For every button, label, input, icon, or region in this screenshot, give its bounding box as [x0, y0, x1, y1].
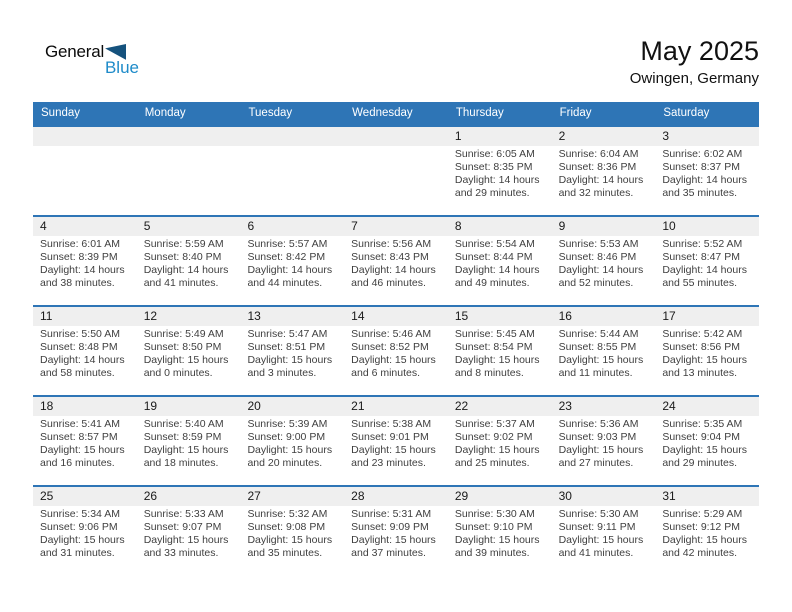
day-info-cell	[448, 506, 552, 560]
day-number: 12	[143, 309, 158, 323]
info-line: and 29 minutes.	[454, 187, 530, 199]
day-info-band	[33, 236, 759, 290]
info-line: Daylight: 14 hours	[454, 174, 540, 186]
day-number: 24	[662, 399, 676, 413]
info-line: Sunrise: 5:44 AM	[558, 328, 639, 340]
info-line: Daylight: 15 hours	[662, 444, 747, 456]
day-number: 13	[247, 309, 261, 323]
day-number: 19	[143, 399, 158, 413]
info-line: and 25 minutes.	[454, 457, 530, 469]
info-line: Sunset: 9:12 PM	[662, 521, 740, 533]
day-info-cell	[344, 506, 448, 560]
info-line: and 16 minutes.	[40, 457, 115, 469]
day-info-cell	[448, 416, 552, 470]
info-line: and 55 minutes.	[662, 277, 738, 289]
info-line: Daylight: 15 hours	[247, 534, 333, 546]
day-number: 15	[454, 309, 469, 323]
day-info-cell	[137, 416, 241, 470]
day-number: 26	[143, 489, 158, 503]
info-line: and 20 minutes.	[247, 457, 323, 469]
info-line: Sunrise: 5:40 AM	[143, 418, 224, 430]
info-line: Sunset: 8:59 PM	[143, 431, 222, 443]
day-number-band	[33, 307, 759, 326]
day-info-cell	[33, 416, 137, 470]
day-number: 31	[662, 489, 676, 503]
info-line: Daylight: 15 hours	[558, 534, 644, 546]
day-number: 8	[454, 219, 462, 233]
info-line: Sunrise: 5:42 AM	[662, 328, 743, 340]
info-line: Sunrise: 5:45 AM	[454, 328, 535, 340]
day-info-cell	[655, 506, 759, 560]
info-line: Sunrise: 5:35 AM	[662, 418, 743, 430]
info-line: Sunrise: 5:41 AM	[40, 418, 120, 430]
info-line: Sunrise: 6:05 AM	[454, 148, 535, 160]
logo-line1	[45, 42, 140, 62]
day-number: 6	[247, 219, 255, 233]
day-info-cell	[552, 416, 656, 470]
weeks	[33, 125, 759, 575]
info-line: Sunrise: 5:39 AM	[247, 418, 328, 430]
info-line: and 35 minutes.	[662, 187, 738, 199]
day-info-cell	[137, 506, 241, 560]
day-number: 16	[558, 309, 572, 323]
title-block	[630, 36, 759, 87]
info-line: and 38 minutes.	[40, 277, 115, 289]
day-number: 29	[454, 489, 469, 503]
info-line: Sunset: 9:07 PM	[143, 521, 222, 533]
info-line: Daylight: 15 hours	[143, 354, 229, 366]
info-line: Sunset: 8:35 PM	[454, 161, 533, 173]
info-line: Sunset: 9:08 PM	[247, 521, 326, 533]
day-number: 23	[558, 399, 572, 413]
info-line: and 33 minutes.	[143, 547, 219, 559]
empty-day-cell	[33, 127, 137, 146]
info-line: Daylight: 14 hours	[558, 174, 644, 186]
info-line: Sunrise: 6:01 AM	[40, 238, 120, 250]
info-line: Sunrise: 5:47 AM	[247, 328, 328, 340]
info-line: Sunset: 9:02 PM	[454, 431, 533, 443]
info-line: Sunrise: 5:30 AM	[558, 508, 639, 520]
info-line: Sunset: 9:10 PM	[454, 521, 533, 533]
info-line: Daylight: 14 hours	[351, 264, 436, 276]
month-title: May 2025	[640, 36, 759, 66]
week-row	[33, 485, 759, 575]
page-header	[33, 36, 759, 102]
empty-info-cell	[137, 146, 241, 200]
info-line: and 39 minutes.	[454, 547, 530, 559]
info-line: Sunrise: 5:36 AM	[558, 418, 639, 430]
info-line: and 32 minutes.	[558, 187, 634, 199]
day-number: 27	[247, 489, 261, 503]
logo-text-blue: Blue	[104, 58, 139, 77]
info-line: Daylight: 14 hours	[662, 264, 747, 276]
info-line: and 58 minutes.	[40, 367, 115, 379]
info-line: Sunset: 9:06 PM	[40, 521, 118, 533]
info-line: and 27 minutes.	[558, 457, 634, 469]
info-line: and 35 minutes.	[247, 547, 323, 559]
day-number-band	[33, 217, 759, 236]
info-line: Sunrise: 6:02 AM	[662, 148, 743, 160]
info-line: Daylight: 15 hours	[558, 444, 644, 456]
info-line: Daylight: 15 hours	[40, 534, 125, 546]
day-number: 10	[662, 219, 676, 233]
empty-day-cell	[240, 127, 344, 146]
info-line: Sunrise: 5:56 AM	[351, 238, 432, 250]
day-info-cell	[240, 326, 344, 380]
info-line: Daylight: 14 hours	[143, 264, 229, 276]
info-line: Sunrise: 5:29 AM	[662, 508, 743, 520]
empty-info-cell	[33, 146, 137, 200]
info-line: and 13 minutes.	[662, 367, 738, 379]
day-info-cell	[137, 236, 241, 290]
weekday-header-saturday: Saturday	[663, 107, 710, 119]
info-line: and 31 minutes.	[40, 547, 115, 559]
day-number-band	[33, 127, 759, 146]
week-row	[33, 305, 759, 395]
location-subtitle: Owingen, Germany	[629, 70, 759, 87]
info-line: and 41 minutes.	[143, 277, 219, 289]
info-line: Daylight: 15 hours	[454, 444, 540, 456]
info-line: and 6 minutes.	[351, 367, 421, 379]
info-line: Daylight: 15 hours	[351, 354, 436, 366]
day-number-band	[33, 487, 759, 506]
info-line: Daylight: 15 hours	[662, 354, 747, 366]
info-line: and 3 minutes.	[247, 367, 317, 379]
info-line: Daylight: 15 hours	[662, 534, 747, 546]
calendar-table	[33, 102, 759, 575]
info-line: and 42 minutes.	[662, 547, 738, 559]
info-line: and 23 minutes.	[351, 457, 426, 469]
info-line: Sunset: 9:11 PM	[558, 521, 636, 533]
day-info-band	[33, 506, 759, 560]
info-line: Sunrise: 5:34 AM	[40, 508, 120, 520]
day-info-band	[33, 326, 759, 380]
weekday-header-friday: Friday	[559, 107, 592, 119]
info-line: Sunset: 8:46 PM	[558, 251, 637, 263]
day-info-band	[33, 416, 759, 470]
info-line: and 52 minutes.	[558, 277, 634, 289]
day-info-cell	[655, 326, 759, 380]
info-line: Sunset: 8:54 PM	[454, 341, 533, 353]
day-number: 9	[558, 219, 566, 233]
info-line: Daylight: 15 hours	[454, 354, 540, 366]
info-line: Sunset: 9:01 PM	[351, 431, 429, 443]
info-line: Sunset: 8:56 PM	[662, 341, 740, 353]
day-info-cell	[448, 326, 552, 380]
info-line: Sunset: 8:51 PM	[247, 341, 326, 353]
day-number: 17	[662, 309, 676, 323]
day-number-band	[33, 397, 759, 416]
info-line: Sunrise: 5:46 AM	[351, 328, 432, 340]
weekday-header-tuesday: Tuesday	[248, 107, 293, 119]
logo-text-general: General	[45, 42, 105, 61]
info-line: Sunset: 9:00 PM	[247, 431, 326, 443]
info-line: Daylight: 15 hours	[558, 354, 644, 366]
info-line: Sunrise: 5:49 AM	[143, 328, 224, 340]
day-info-cell	[240, 416, 344, 470]
week-row	[33, 215, 759, 305]
info-line: Daylight: 15 hours	[351, 444, 436, 456]
day-info-cell	[655, 416, 759, 470]
info-line: and 8 minutes.	[454, 367, 524, 379]
day-number: 11	[40, 309, 53, 323]
info-line: Sunrise: 5:38 AM	[351, 418, 432, 430]
info-line: Daylight: 14 hours	[454, 264, 540, 276]
info-line: Sunset: 8:55 PM	[558, 341, 637, 353]
day-info-cell	[552, 236, 656, 290]
info-line: Daylight: 15 hours	[247, 354, 333, 366]
day-number: 2	[558, 129, 566, 143]
day-info-cell	[240, 506, 344, 560]
info-line: and 46 minutes.	[351, 277, 426, 289]
info-line: Sunrise: 5:32 AM	[247, 508, 328, 520]
day-number: 3	[662, 129, 669, 143]
day-number: 20	[247, 399, 261, 413]
info-line: Sunrise: 5:50 AM	[40, 328, 120, 340]
day-number: 14	[351, 309, 365, 323]
day-info-cell	[137, 326, 241, 380]
info-line: Sunrise: 5:52 AM	[662, 238, 743, 250]
info-line: Sunset: 8:48 PM	[40, 341, 118, 353]
day-number: 22	[454, 399, 469, 413]
weekday-row	[33, 102, 759, 125]
info-line: Daylight: 14 hours	[247, 264, 333, 276]
info-line: Sunset: 8:42 PM	[247, 251, 326, 263]
info-line: and 41 minutes.	[558, 547, 634, 559]
day-number: 25	[40, 489, 54, 503]
empty-day-cell	[344, 127, 448, 146]
info-line: and 29 minutes.	[662, 457, 738, 469]
day-info-cell	[33, 236, 137, 290]
day-number: 1	[454, 129, 462, 143]
day-number: 4	[40, 219, 47, 233]
day-number: 30	[558, 489, 572, 503]
info-line: and 18 minutes.	[143, 457, 219, 469]
info-line: and 44 minutes.	[247, 277, 323, 289]
info-line: and 0 minutes.	[143, 367, 213, 379]
info-line: Sunset: 8:39 PM	[40, 251, 118, 263]
day-info-cell	[344, 236, 448, 290]
day-info-cell	[552, 146, 656, 200]
info-line: Daylight: 15 hours	[143, 444, 229, 456]
info-line: Sunrise: 5:59 AM	[143, 238, 224, 250]
info-line: Sunset: 8:57 PM	[40, 431, 118, 443]
day-info-cell	[344, 416, 448, 470]
info-line: Daylight: 14 hours	[40, 264, 125, 276]
week-row	[33, 125, 759, 215]
info-line: Sunset: 9:09 PM	[351, 521, 429, 533]
info-line: Daylight: 15 hours	[40, 444, 125, 456]
general-blue-logo	[45, 42, 140, 78]
day-info-cell	[655, 236, 759, 290]
day-number: 7	[351, 219, 358, 233]
info-line: Sunset: 8:50 PM	[143, 341, 222, 353]
info-line: Daylight: 14 hours	[662, 174, 747, 186]
info-line: Daylight: 15 hours	[143, 534, 229, 546]
weekday-header-sunday: Sunday	[41, 107, 81, 119]
info-line: Sunset: 8:52 PM	[351, 341, 429, 353]
info-line: and 49 minutes.	[454, 277, 530, 289]
day-info-cell	[552, 506, 656, 560]
empty-info-cell	[344, 146, 448, 200]
info-line: Sunrise: 5:54 AM	[454, 238, 535, 250]
day-info-cell	[552, 326, 656, 380]
info-line: Sunset: 8:47 PM	[662, 251, 740, 263]
info-line: and 37 minutes.	[351, 547, 426, 559]
info-line: Sunset: 8:40 PM	[143, 251, 222, 263]
day-number: 18	[40, 399, 54, 413]
info-line: Sunrise: 5:53 AM	[558, 238, 639, 250]
info-line: Daylight: 15 hours	[454, 534, 540, 546]
info-line: Sunrise: 5:31 AM	[351, 508, 432, 520]
empty-info-cell	[240, 146, 344, 200]
weekday-header-monday: Monday	[144, 107, 186, 119]
info-line: Sunset: 8:37 PM	[662, 161, 740, 173]
info-line: Sunset: 9:04 PM	[662, 431, 740, 443]
info-line: Daylight: 14 hours	[558, 264, 644, 276]
day-info-cell	[448, 146, 552, 200]
info-line: Sunrise: 5:37 AM	[454, 418, 535, 430]
day-info-cell	[448, 236, 552, 290]
info-line: Daylight: 15 hours	[351, 534, 436, 546]
empty-day-cell	[137, 127, 241, 146]
day-number: 28	[351, 489, 365, 503]
info-line: Sunrise: 5:33 AM	[143, 508, 224, 520]
day-number: 5	[143, 219, 151, 233]
info-line: Daylight: 14 hours	[40, 354, 125, 366]
info-line: Sunset: 8:44 PM	[454, 251, 533, 263]
info-line: Sunrise: 5:30 AM	[454, 508, 535, 520]
week-row	[33, 395, 759, 485]
day-info-cell	[33, 506, 137, 560]
weekday-header-thursday: Thursday	[455, 107, 504, 119]
day-info-cell	[240, 236, 344, 290]
info-line: and 11 minutes.	[558, 367, 633, 379]
info-line: Sunset: 8:36 PM	[558, 161, 637, 173]
info-line: Sunrise: 6:04 AM	[558, 148, 639, 160]
day-info-cell	[344, 326, 448, 380]
info-line: Sunset: 8:43 PM	[351, 251, 429, 263]
info-line: Sunrise: 5:57 AM	[247, 238, 328, 250]
day-info-cell	[655, 146, 759, 200]
info-line: Sunset: 9:03 PM	[558, 431, 637, 443]
day-number: 21	[351, 399, 365, 413]
info-line: Daylight: 15 hours	[247, 444, 333, 456]
weekday-header-wednesday: Wednesday	[352, 107, 413, 119]
day-info-cell	[33, 326, 137, 380]
day-info-band	[33, 146, 759, 200]
